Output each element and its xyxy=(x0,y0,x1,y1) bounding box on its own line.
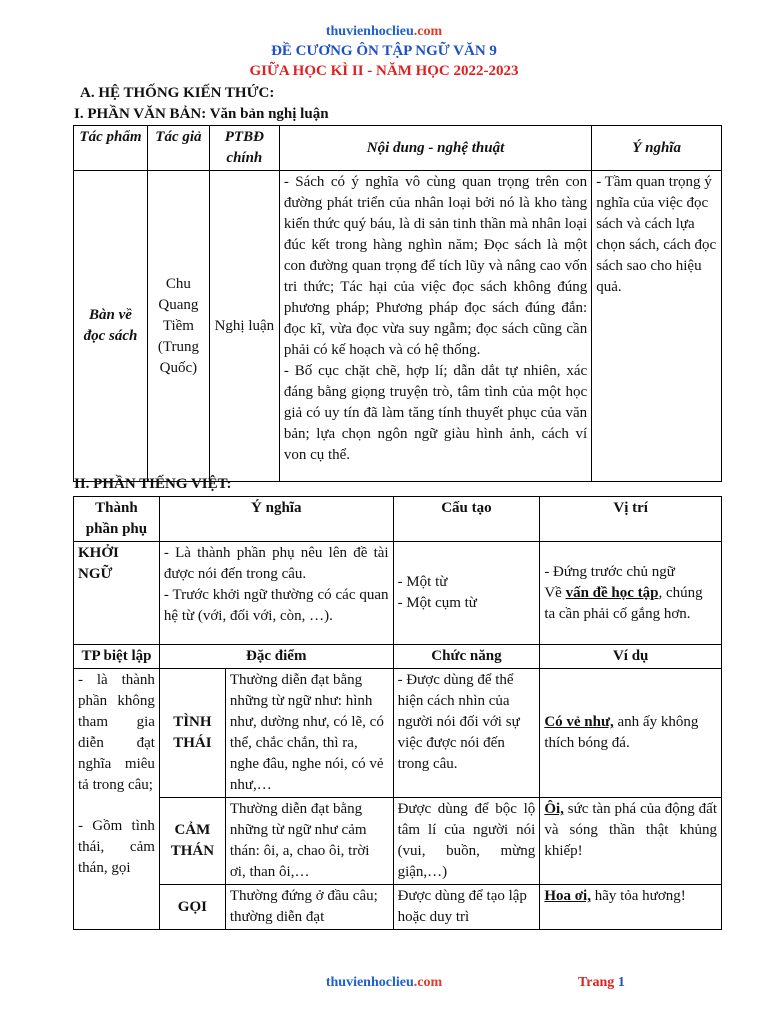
part1-label: I. PHẦN VĂN BẢN: xyxy=(74,106,207,122)
title-line-1: ĐỀ CƯƠNG ÔN TẬP NGỮ VĂN 9 xyxy=(271,43,497,59)
position-ex-bold: vấn đề học tập xyxy=(565,584,659,601)
content-cell xyxy=(279,171,591,482)
section-a-heading: A. HỆ THỐNG KIẾN THỨC: xyxy=(80,85,275,101)
title-line-2: GIỮA HỌC KÌ II - NĂM HỌC 2022-2023 xyxy=(249,63,519,79)
page-number-value: 1 xyxy=(617,975,625,990)
cam-than-example xyxy=(540,798,722,885)
tinh-thai-example xyxy=(540,669,722,798)
khoi-ngu-position xyxy=(540,542,722,645)
site-logo-top xyxy=(0,24,768,40)
author-name: Chu Quang Tiềm (Trung Quốc) xyxy=(147,171,209,482)
header-component: Thành phần phụ xyxy=(74,497,160,542)
khoi-ngu-name: KHỞI NGỮ xyxy=(74,542,160,645)
site-logo-footer xyxy=(0,975,768,991)
header-feature: Đặc điểm xyxy=(159,645,393,669)
example-rest: hãy tỏa hương! xyxy=(590,888,686,904)
goi-example xyxy=(540,885,722,930)
header-function: Chức năng xyxy=(393,645,540,669)
table-header-row xyxy=(74,497,722,542)
header-author: Tác giả xyxy=(147,126,209,171)
header-work: Tác phẩm xyxy=(74,126,148,171)
biet-lap-description xyxy=(74,669,160,930)
goi-function: Được dùng để tạo lập hoặc duy trì xyxy=(393,885,540,930)
table-row xyxy=(74,798,722,885)
table-row xyxy=(74,669,722,798)
table-header-row xyxy=(74,126,722,171)
site-tld: .com xyxy=(413,24,443,39)
example-bold: Hoa ơi, xyxy=(544,888,591,904)
example-rest: sức tàn phá của động đất và sóng thần thật khủng khiếp! xyxy=(544,801,717,859)
part2-heading: II. PHẦN TIẾNG VIỆT: xyxy=(74,476,232,492)
biet-lap-desc-2: - Gồm tình thái, cảm thán, gọi xyxy=(78,818,155,876)
table-row xyxy=(74,885,722,930)
tinh-thai-name: TÌNH THÁI xyxy=(159,669,225,798)
example-rest: anh ấy không thích bóng đá. xyxy=(544,714,699,751)
part1-subtitle: Văn bản nghị luận xyxy=(209,106,329,122)
header-example: Ví dụ xyxy=(540,645,722,669)
site-tld: .com xyxy=(413,975,443,990)
table-header-row-2 xyxy=(74,645,722,669)
goi-name: GỌI xyxy=(159,885,225,930)
khoi-ngu-structure xyxy=(393,542,540,645)
meaning-cell: - Tầm quan trọng ý nghĩa của việc đọc sách và cách lựa chọn sách, cách đọc sách sao cho hiệu quả. xyxy=(592,171,722,482)
position-example xyxy=(544,583,717,625)
cam-than-function: Được dùng để bộc lộ tâm lí của người nói (vui, buồn, mừng giận,…) xyxy=(393,798,540,885)
table-row xyxy=(74,171,722,482)
example-bold: Ôi, xyxy=(544,801,564,817)
position-1: - Đứng trước chủ ngữ xyxy=(544,563,675,580)
table-row xyxy=(74,542,722,645)
khoi-ngu-meaning-1: - Là thành phần phụ nêu lên đề tài được nói đến trong câu. xyxy=(163,545,389,582)
khoi-ngu-meaning-2: - Trước khởi ngữ thường có các quan hệ từ (với, đối với, còn, …). xyxy=(163,587,389,624)
header-meaning: Ý nghĩa xyxy=(592,126,722,171)
tinh-thai-feature: Thường diễn đạt bằng những từ ngữ như: hình như, dường như, có lẽ, có thể, chắc chắn, thì ra, nghe đâu, nghe nói, có vẻ như,… xyxy=(225,669,393,798)
site-name: thuvienhoclieu xyxy=(325,24,414,39)
page-number xyxy=(578,975,625,991)
part1-heading xyxy=(74,106,329,123)
position-ex-post: , chúng ta cần phải cố gắng hơn. xyxy=(544,584,703,622)
cam-than-feature: Thường diễn đạt bằng những từ ngữ như cảm thán: ôi, a, chao ôi, trời ơi, than ôi,… xyxy=(225,798,393,885)
page-label: Trang xyxy=(578,975,615,990)
site-name: thuvienhoclieu xyxy=(325,975,414,990)
tinh-thai-function: - Được dùng để thể hiện cách nhìn của người nói đối với sự việc được nói đến trong câu. xyxy=(393,669,540,798)
mode-name: Nghị luận xyxy=(209,171,279,482)
cam-than-name: CẢM THÁN xyxy=(159,798,225,885)
header-tp-biet-lap: TP biệt lập xyxy=(74,645,160,669)
biet-lap-desc-1: - là thành phần không tham gia diễn đạt nghĩa miêu tả trong câu; xyxy=(78,672,155,793)
header-structure: Cấu tạo xyxy=(393,497,540,542)
header-position: Vị trí xyxy=(540,497,722,542)
content-paragraph-2: - Bố cục chặt chẽ, hợp lí; dẫn dắt tự nhiên, xác đáng bằng giọng truyện trò, tâm tình của một học giả có uy tín đã làm tăng tính thuyết phục của văn bản; lựa chọn ngôn ngữ giàu hình ảnh, cách ví von cụ thể. xyxy=(283,363,588,463)
content-paragraph-1: - Sách có ý nghĩa vô cùng quan trọng trên con đường phát triển của nhân loại bởi nó là kho tàng kiến thức quý báu, là di sản tinh thần mà nhân loại đúc kết trong hàng nghìn năm; Đọc sách là một con đường quan trọng để tích lũy và nâng cao vốn tri thức; Tác hại của việc đọc sách không đúng phương pháp; Phương pháp đọc sách đúng đắn: đọc kĩ, vừa đọc vừa suy ngẫm; đọc sách cũng cần phải có kế hoạch và có hệ thống. xyxy=(283,174,588,358)
work-name: Bàn về đọc sách xyxy=(74,171,148,482)
position-ex-pre: Về xyxy=(544,584,566,601)
example-bold: Có vẻ như, xyxy=(544,714,614,730)
goi-feature: Thường đứng ở đầu câu; thường diễn đạt xyxy=(225,885,393,930)
structure-1: - Một từ xyxy=(397,574,448,590)
grammar-table xyxy=(73,496,722,930)
header-content: Nội dung - nghệ thuật xyxy=(279,126,591,171)
header-mode: PTBĐ chính xyxy=(209,126,279,171)
structure-2: - Một cụm từ xyxy=(397,595,477,611)
khoi-ngu-meaning xyxy=(159,542,393,645)
literature-table xyxy=(73,125,722,482)
header-meaning: Ý nghĩa xyxy=(159,497,393,542)
